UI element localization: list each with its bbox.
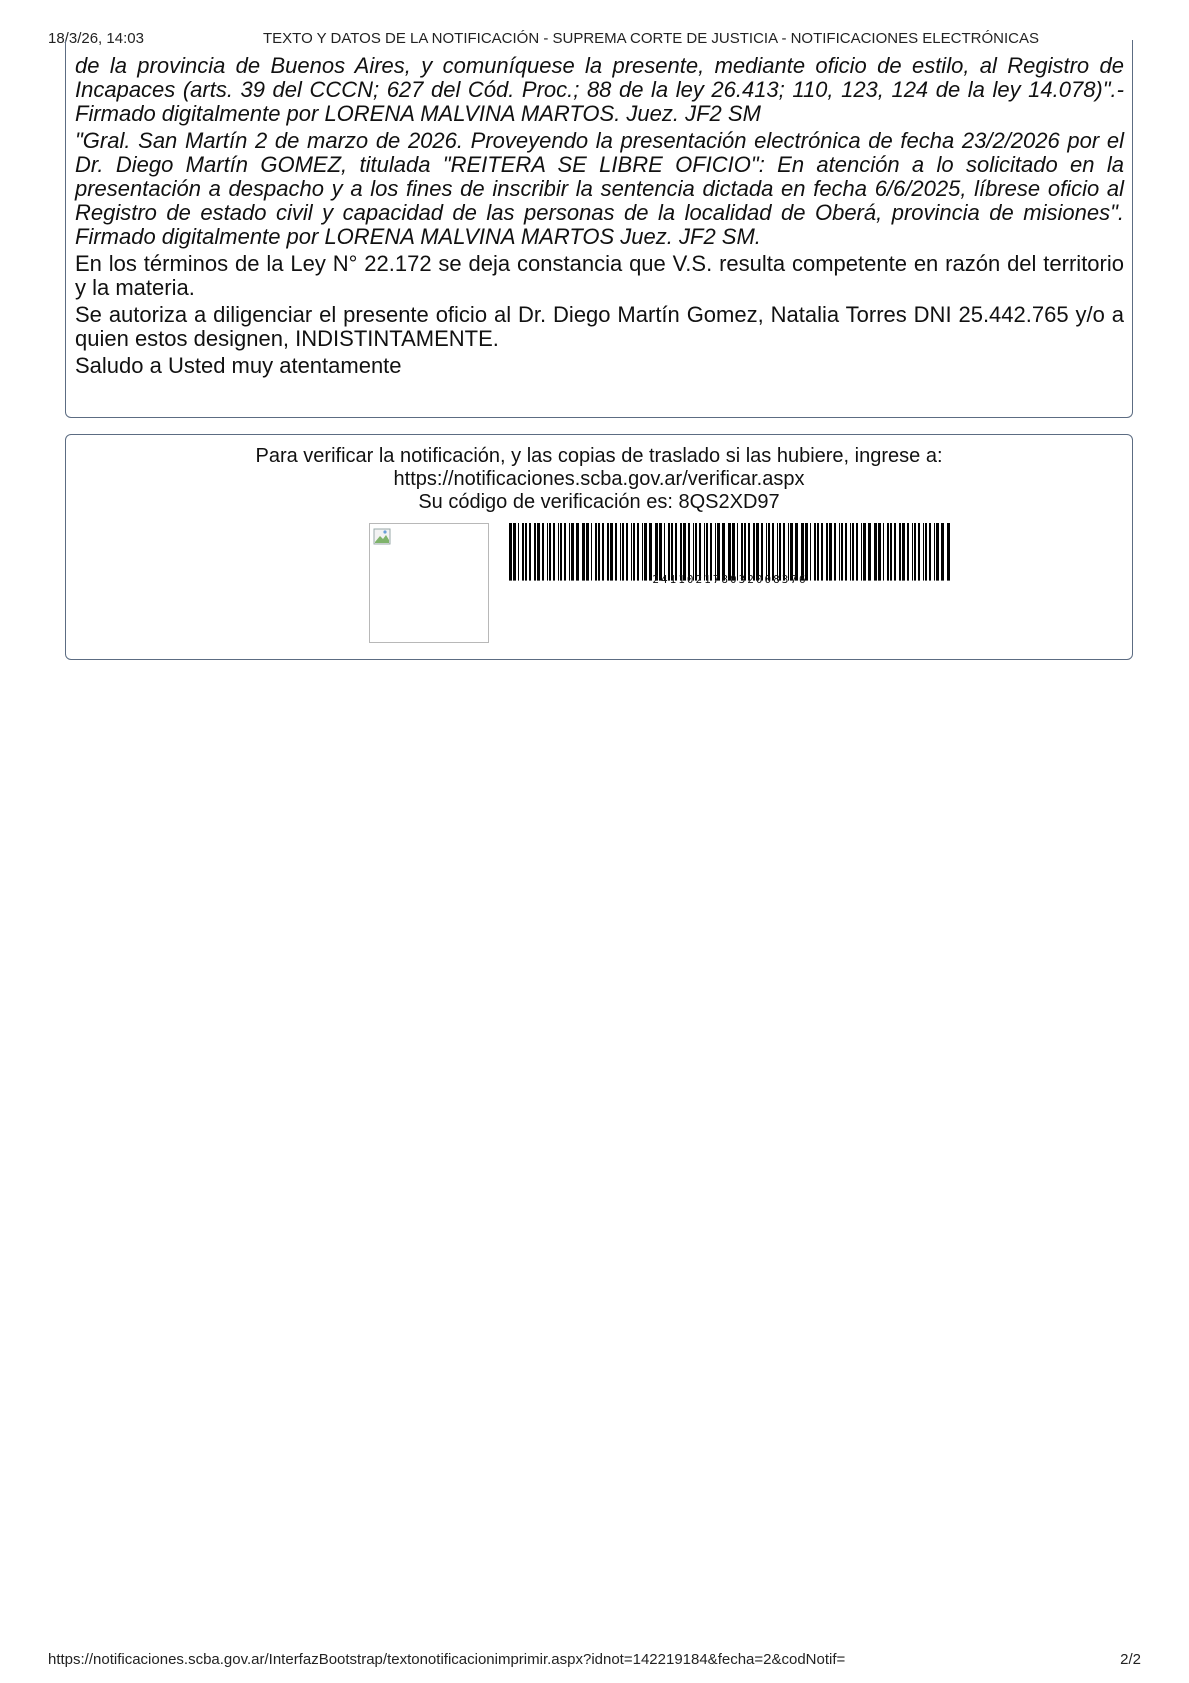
barcode-bar xyxy=(779,523,781,581)
barcode-bar xyxy=(591,523,592,581)
barcode-bar xyxy=(768,523,770,581)
barcode-bar xyxy=(766,523,767,581)
barcode-bar xyxy=(569,523,570,581)
barcode-bar xyxy=(637,523,639,581)
barcode-bar xyxy=(642,523,643,581)
barcode-bar xyxy=(947,523,950,581)
barcode-bar xyxy=(607,523,609,581)
barcode-bar xyxy=(620,523,621,581)
barcode-bar xyxy=(571,523,574,581)
barcode-bar xyxy=(699,523,701,581)
paragraph-resolution: "Gral. San Martín 2 de marzo de 2026. Proveyendo la presentación electrónica de fecha 23/2/2026 por el Dr. Diego Martín GOMEZ, titulada "REITERA SE LIBRE OFICIO": En atención a lo solicitado en la presentación a despacho y a los fines de inscribir la sentencia dictada en fecha 6/6/2025, líbrese oficio al Registro de estado civil y capacidad de las personas de la localidad de Oberá, provincia de misiones". Firmado digitalmente por LORENA MALVINA MARTOS Juez. JF2 SM. xyxy=(75,128,1124,249)
barcode-bar xyxy=(894,523,896,581)
paragraph-resolution-end: de la provincia de Buenos Aires, y comuníquese la presente, mediante oficio de estilo, al Registro de Incapaces (arts. 39 del CCCN; 627 del Cód. Proc.; 88 de la ley 26.413; 110, 123, 124 de la ley 14.078)".- Firmado digitalmente por LORENA MALVINA MARTOS. Juez. JF2 SM xyxy=(75,53,1124,126)
barcode-bar xyxy=(622,523,624,581)
barcode-bar xyxy=(644,523,647,581)
barcode-bar xyxy=(902,523,905,581)
barcode-bar xyxy=(558,523,559,581)
barcode-bar xyxy=(683,523,686,581)
barcode-bar xyxy=(522,523,524,581)
barcode-bar xyxy=(626,523,628,581)
barcode-bar xyxy=(693,523,694,581)
barcode-bar xyxy=(688,523,690,581)
barcode-bar xyxy=(790,523,793,581)
print-datetime: 18/3/26, 14:03 xyxy=(48,30,144,47)
barcode-bar xyxy=(841,523,843,581)
barcode-bar xyxy=(615,523,617,581)
barcode-bar xyxy=(576,523,579,581)
verification-code: Su código de verificación es: 8QS2XD97 xyxy=(418,491,780,513)
notification-text-box xyxy=(65,40,1133,418)
barcode-bar xyxy=(941,523,944,581)
barcode-bar xyxy=(549,523,551,581)
barcode-bar xyxy=(649,523,652,581)
barcode-bar xyxy=(610,523,613,581)
barcode-bar xyxy=(801,523,804,581)
verification-box xyxy=(65,434,1133,660)
broken-image-icon xyxy=(372,526,396,550)
barcode-bar xyxy=(868,523,871,581)
barcode-bar xyxy=(814,523,816,581)
barcode-bar xyxy=(553,523,555,581)
barcode-bar xyxy=(732,523,735,581)
barcode-bar xyxy=(810,523,811,581)
barcode-bar xyxy=(863,523,866,581)
barcode-bar xyxy=(821,523,823,581)
barcode-bar xyxy=(795,523,798,581)
barcode-bar xyxy=(722,523,725,581)
barcode-bar xyxy=(695,523,697,581)
print-title: TEXTO Y DATOS DE LA NOTIFICACIÓN - SUPREMA CORTE DE JUSTICIA - NOTIFICACIONES ELECTRÓNICAS xyxy=(263,30,1039,47)
barcode-bar xyxy=(598,523,600,581)
barcode-bar xyxy=(534,523,536,581)
barcode-bar xyxy=(805,523,808,581)
barcode-bar xyxy=(602,523,604,581)
barcode-bar xyxy=(741,523,743,581)
barcode-bar xyxy=(715,523,716,581)
barcode-bar xyxy=(834,523,836,581)
barcode-bar xyxy=(756,523,759,581)
barcode-bar xyxy=(874,523,877,581)
barcode-bar xyxy=(777,523,778,581)
barcode-bar xyxy=(852,523,854,581)
barcode-bar xyxy=(753,523,755,581)
barcode-bar xyxy=(861,523,862,581)
barcode-bar xyxy=(706,523,708,581)
barcode-bar xyxy=(675,523,677,581)
barcode-bar xyxy=(929,523,931,581)
barcode-bar xyxy=(923,523,924,581)
barcode-bar xyxy=(788,523,789,581)
barcode-bar xyxy=(704,523,705,581)
barcode-bar xyxy=(668,523,670,581)
barcode-bar xyxy=(890,523,892,581)
barcode-bar xyxy=(925,523,927,581)
verification-instruction: Para verificar la notificación, y las copias de traslado si las hubiere, ingrese a: xyxy=(255,445,943,467)
barcode-bar xyxy=(542,523,544,581)
verification-url[interactable]: https://notificaciones.scba.gov.ar/verificar.aspx xyxy=(393,468,805,490)
barcode-bar xyxy=(918,523,920,581)
barcode-bar xyxy=(525,523,527,581)
barcode-bar xyxy=(845,523,847,581)
barcode-bar xyxy=(633,523,635,581)
paragraph-authorization: Se autoriza a diligenciar el presente oficio al Dr. Diego Martín Gomez, Natalia Torres DNI 25.442.765 y/o a quien estos designen, INDISTINTAMENTE. xyxy=(75,302,1124,351)
barcode-bar xyxy=(582,523,585,581)
barcode-bar xyxy=(744,523,746,581)
barcode-bar xyxy=(912,523,913,581)
barcode-bar xyxy=(671,523,673,581)
barcode-bar xyxy=(914,523,916,581)
barcode-bar xyxy=(878,523,881,581)
barcode-bar xyxy=(655,523,658,581)
barcode-bar xyxy=(826,523,828,581)
barcode-number: 241102178032008376 xyxy=(652,573,808,586)
print-footer-url[interactable]: https://notificaciones.scba.gov.ar/InterfazBootstrap/textonotificacionimprimir.aspx?idnot=142219184&fecha=2&codNotif= xyxy=(48,1651,846,1668)
barcode-bar xyxy=(560,523,562,581)
barcode-bar xyxy=(934,523,935,581)
barcode-bar xyxy=(856,523,858,581)
barcode-bar xyxy=(829,523,832,581)
barcode-bar xyxy=(883,523,884,581)
barcode-bar xyxy=(717,523,720,581)
barcode-bar xyxy=(595,523,597,581)
barcode-bar xyxy=(509,523,512,581)
barcode-bar xyxy=(839,523,840,581)
page-number: 2/2 xyxy=(1120,1651,1141,1668)
barcode-bar xyxy=(728,523,731,581)
barcode-bar xyxy=(899,523,901,581)
barcode-bar xyxy=(537,523,540,581)
barcode-bar xyxy=(518,523,519,581)
barcode-bar xyxy=(710,523,712,581)
qr-image-placeholder xyxy=(369,523,489,643)
barcode-bar xyxy=(850,523,851,581)
paragraph-competence: En los términos de la Ley N° 22.172 se deja constancia que V.S. resulta competente en razón del territorio y la materia. xyxy=(75,251,1124,300)
barcode-bar xyxy=(513,523,516,581)
barcode-bar xyxy=(761,523,763,581)
barcode-bar xyxy=(547,523,548,581)
barcode-bar xyxy=(659,523,662,581)
barcode-bar xyxy=(936,523,939,581)
barcode-bar xyxy=(529,523,531,581)
barcode-bar xyxy=(586,523,589,581)
barcode-bar xyxy=(564,523,566,581)
barcode-bar xyxy=(772,523,774,581)
barcode-bar xyxy=(817,523,819,581)
barcode-bar xyxy=(631,523,632,581)
barcode-bar xyxy=(907,523,909,581)
barcode-bar xyxy=(748,523,750,581)
barcode-bar xyxy=(664,523,665,581)
paragraph-greeting: Saludo a Usted muy atentamente xyxy=(75,353,402,378)
barcode-bar xyxy=(737,523,738,581)
barcode-bar xyxy=(887,523,889,581)
barcode-bar xyxy=(680,523,682,581)
barcode-bar xyxy=(783,523,785,581)
